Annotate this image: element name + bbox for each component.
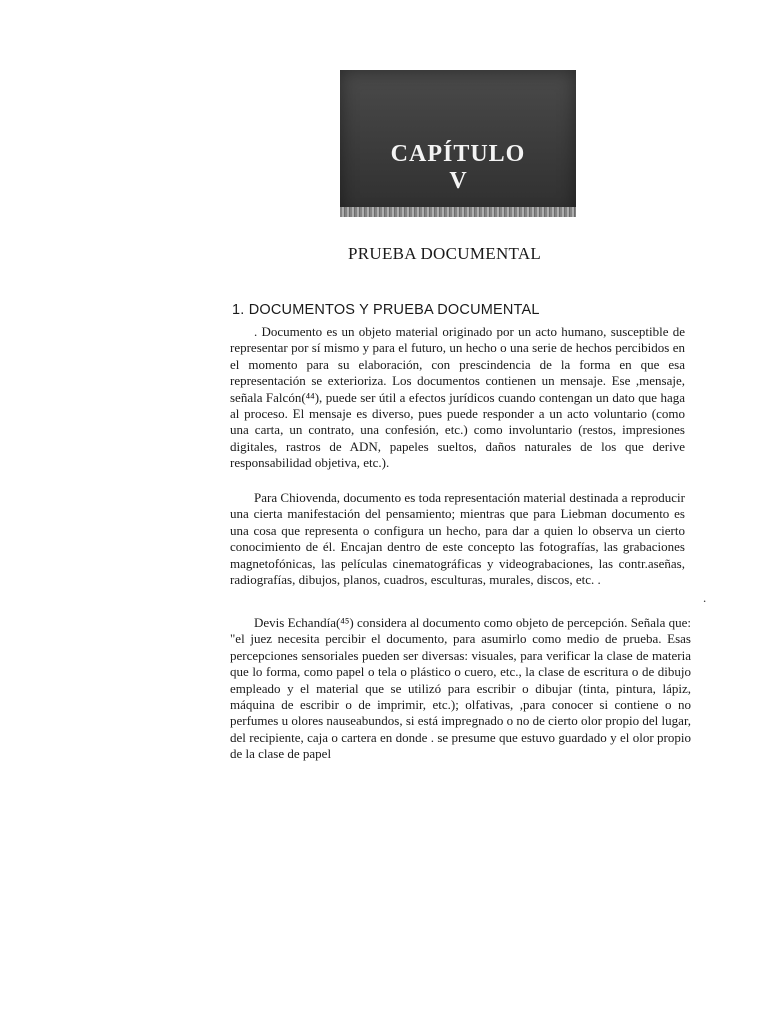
paragraph-devis-echandia: Devis Echandía(⁴⁵) considera al documento como objeto de percepción. Señala que: "el juez necesita percibir el documento, para asumirlo como medio de prueba. Esas percepciones sensoriales pueden ser diversas: visuales, para verificar la clase de materia que lo forma, como papel o tela o plástico o cuero, etc., la clase de escritura o de dibujo empleado y el material que se utilizó para escribir o dibujar (tinta, pintura, lápiz, máquina de escribir o de imprimir, etc.); olfativas, ,para conocer si contiene o no perfumes u olores nauseabundos, si está impregnado o no de cierto olor propio del lugar, del recipiente, caja o cartera en donde . se presume que estuvo guardado y el olor propio de la clase de papel xyxy=(230,615,691,762)
paragraph-definition: . Documento es un objeto material originado por un acto humano, susceptible de representar por sí mismo y para el futuro, un hecho o una serie de hechos percibidos en el momento para su elaboración, con prescindencia de la forma en que esa representación se exterioriza. Los documentos contienen un mensaje. Ese ,mensaje, señala Falcón(⁴⁴), puede ser útil a efectos jurídicos cuando contengan un dato que haga al proceso. El mensaje es diverso, pues puede responder a un acto voluntario (como una carta, un contrato, una confesión, etc.) como involuntario (restos, impresiones digitales, rastros de ADN, papeles sueltos, daños naturales de los que derive responsabilidad objetiva, etc.). xyxy=(230,324,685,471)
subsection-title: 1. DOCUMENTOS Y PRUEBA DOCUMENTAL xyxy=(232,302,540,318)
chapter-banner xyxy=(340,70,576,217)
paragraph-chiovenda: Para Chiovenda, documento es toda representación material destinada a reproducir una cierta manifestación del pensamiento; mientras que para Liebman documento es una cosa que representa o configura un hecho, para dar a quien lo observa un cierto conocimiento de él. Encajan dentro de este concepto las fotografías, las grabaciones magnetofónicas, las películas cinematográficas y videograbaciones, las contr.aseñas, radiografías, dibujos, planos, cuadros, esculturas, murales, discos, etc. . xyxy=(230,490,685,588)
section-title: PRUEBA DOCUMENTAL xyxy=(348,244,542,263)
chapter-word: CAPÍTULO xyxy=(390,141,526,167)
stray-mark: . xyxy=(703,590,707,605)
chapter-number: V xyxy=(449,168,467,194)
